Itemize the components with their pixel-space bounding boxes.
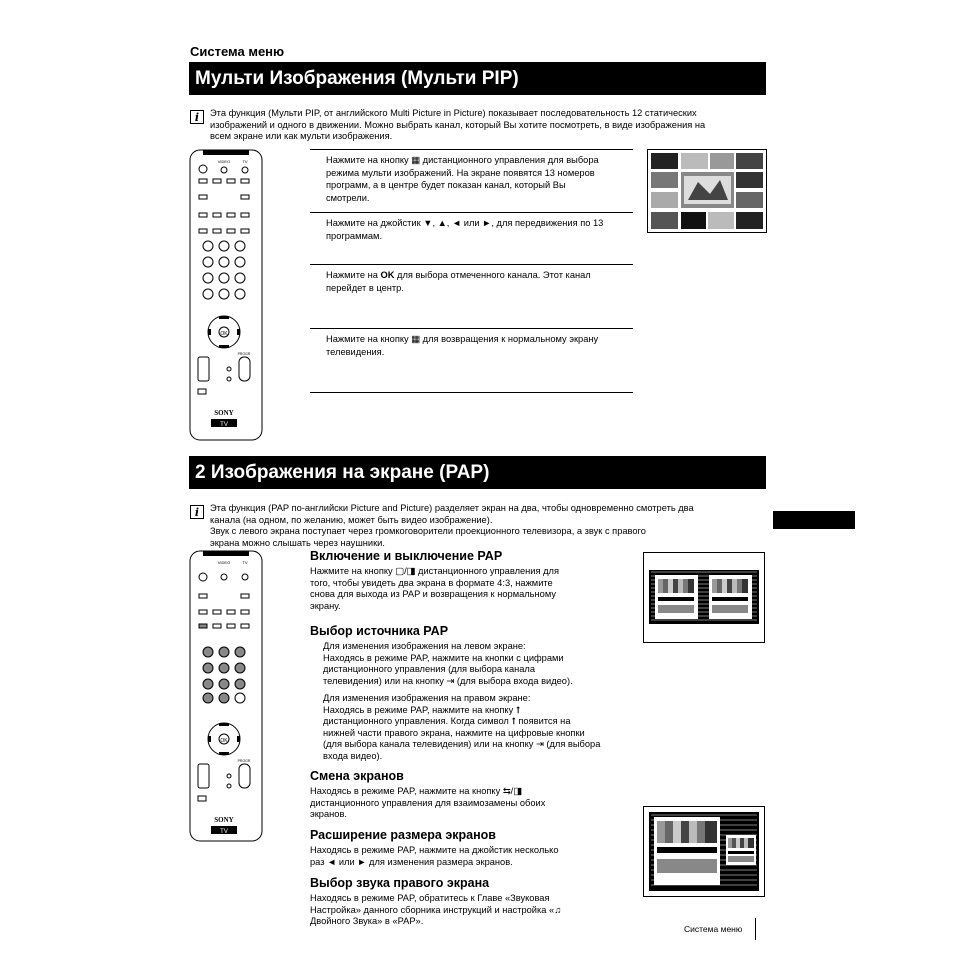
text-line: входа видео). [323, 750, 383, 761]
text-line: Настройка» данного сборника инструкций и настройка «♫ [310, 904, 562, 915]
svg-text:TV: TV [220, 422, 228, 428]
remote-control-illustration [189, 550, 263, 842]
text-line: Находясь в режиме PAP, нажмите на кнопки с цифрами [323, 652, 564, 663]
text-line: раз ◄ или ► для изменения размера экранов. [310, 856, 513, 867]
pip-info [210, 108, 770, 143]
step-line: телевидения. [326, 346, 385, 357]
pap-resize-heading: Расширение размера экранов [310, 828, 496, 842]
svg-text:OK: OK [220, 331, 228, 337]
svg-text:SONY: SONY [214, 409, 234, 417]
pap-two-screens-illustration [643, 552, 765, 643]
multi-pip-screen-illustration [647, 149, 767, 233]
step-line: Нажмите на джойстик ▼, ▲, ◄ или ►, для передвижения по 13 [326, 218, 604, 228]
pap-source-left-text [323, 641, 573, 687]
footer-divider [755, 918, 756, 940]
text-line: снова для выхода из PAP и возвращения к нормальному [310, 589, 556, 600]
text-line: экрану. [310, 600, 341, 611]
pip-step-3 [310, 264, 633, 325]
svg-text:SONY: SONY [214, 816, 234, 824]
pap-swap-heading: Смена экранов [310, 769, 404, 783]
svg-text:VIDEO: VIDEO [217, 560, 231, 565]
text-line: дистанционного управления. Когда символ ⭡ появится на [323, 716, 571, 727]
pap-title: 2 Изображения на экране (PAP) [189, 456, 766, 489]
text-line: Для изменения изображения на правом экране: [323, 693, 531, 703]
pip-info-line: всем экране или как мульти изображения. [210, 131, 393, 142]
pip-steps-bottom-rule [310, 392, 633, 393]
text-line: Для изменения изображения на левом экране: [323, 641, 526, 651]
remote-control-illustration [189, 149, 263, 441]
pip-info-line: изображений и одного в движении. Можно выбрать канал, который Вы хотите посмотреть, в виде изображения на [210, 119, 706, 130]
svg-text:VIDEO: VIDEO [217, 159, 231, 164]
pap-resized-screens-illustration [643, 806, 765, 897]
pip-step-4 [310, 328, 633, 389]
pap-source-heading: Выбор источника PAP [310, 624, 449, 638]
step-line: смотрели. [326, 192, 370, 203]
svg-text:PROGR: PROGR [237, 352, 251, 356]
step-line: Нажмите на кнопку ▦ для возвращения к нормальному экрану [326, 334, 599, 344]
pap-info-line: экрана можно слышать через наушники. [210, 537, 385, 548]
svg-text:OK: OK [220, 738, 228, 744]
pip-step-2 [310, 212, 633, 259]
pap-swap-text [310, 786, 545, 821]
section-label: Система меню [190, 44, 285, 59]
pip-title: Мульти Изображения (Мульти PIP) [189, 62, 766, 95]
step-line: программ, а в центре будет показан канал, который Вы [326, 180, 566, 190]
svg-text:TV: TV [242, 560, 248, 565]
text-line: дистанционного управления для взаимозамены обоих [310, 797, 546, 808]
step-line: программам. [326, 230, 383, 241]
pap-sound-text [310, 893, 561, 928]
pap-sound-heading: Выбор звука правого экрана [310, 876, 490, 890]
pap-info-line: канала (на одном, по желанию, может быть видео изображение). [210, 514, 493, 525]
info-icon: i [190, 505, 204, 519]
text-line: (для выбора канала телевидения) или на кнопку ⇥ (для выбора [323, 739, 601, 750]
pip-info-line: Эта функция (Мульти PIP, от английского Multi Picture in Picture) показывает последовательность 12 статических [210, 108, 697, 118]
text-line: Находясь в режиме PAP, нажмите на джойстик несколько [310, 845, 559, 855]
ok-key-label: OK [380, 270, 395, 280]
step-line: Нажмите на кнопку ▦ дистанционного управления для выбора [326, 155, 599, 165]
text-line: Находясь в режиме PAP, нажмите на кнопку ⇆/◨ [310, 786, 522, 796]
chapter-tab [773, 511, 855, 529]
pap-source-right-text [323, 693, 600, 763]
pap-info-line: Звук с левого экрана поступает через громкоговорители проекционного телевизора, а звук с правого [210, 526, 646, 537]
step-line: Нажмите на OK для выбора отмеченного канала. Этот канал [326, 270, 591, 280]
pip-step-1 [310, 149, 633, 206]
text-line: Находясь в режиме PAP, нажмите на кнопку ⭡ [323, 704, 521, 715]
pap-info [210, 503, 770, 549]
step-line: перейдет в центр. [326, 282, 404, 293]
info-icon: i [190, 110, 204, 124]
text-line: дистанционного управления (для выбора канала [323, 664, 536, 675]
pap-info-line: Эта функция (PAP по-английски Picture and Picture) разделяет экран на два, чтобы одновременно смотреть два [210, 503, 694, 513]
svg-text:TV: TV [242, 159, 248, 164]
pap-resize-text [310, 845, 559, 868]
text-line: телевидения) или на кнопку ⇥ (для выбора входа видео). [323, 675, 573, 686]
text-line: того, чтобы увидеть два экрана в формате 4:3, нажмите [310, 577, 553, 588]
text-line: нижней части правого экрана, нажмите на цифровые кнопки [323, 727, 585, 738]
pap-onoff-text [310, 566, 559, 612]
text-line: Находясь в режиме PAP, обратитесь к Главе «Звуковая [310, 893, 550, 903]
text-line: Нажмите на кнопку ▢/◨ дистанционного управления для [310, 566, 559, 576]
svg-text:TV: TV [220, 829, 228, 835]
text-line: Двойного Звука» в «PAP». [310, 916, 424, 927]
footer-section-label: Система меню [684, 924, 743, 934]
pap-onoff-heading: Включение и выключение PAP [310, 549, 503, 563]
svg-text:PROGR: PROGR [237, 759, 251, 763]
step-line: режима мульти изображений. На экране появятся 13 номеров [326, 167, 595, 178]
text-line: экранов. [310, 809, 347, 820]
